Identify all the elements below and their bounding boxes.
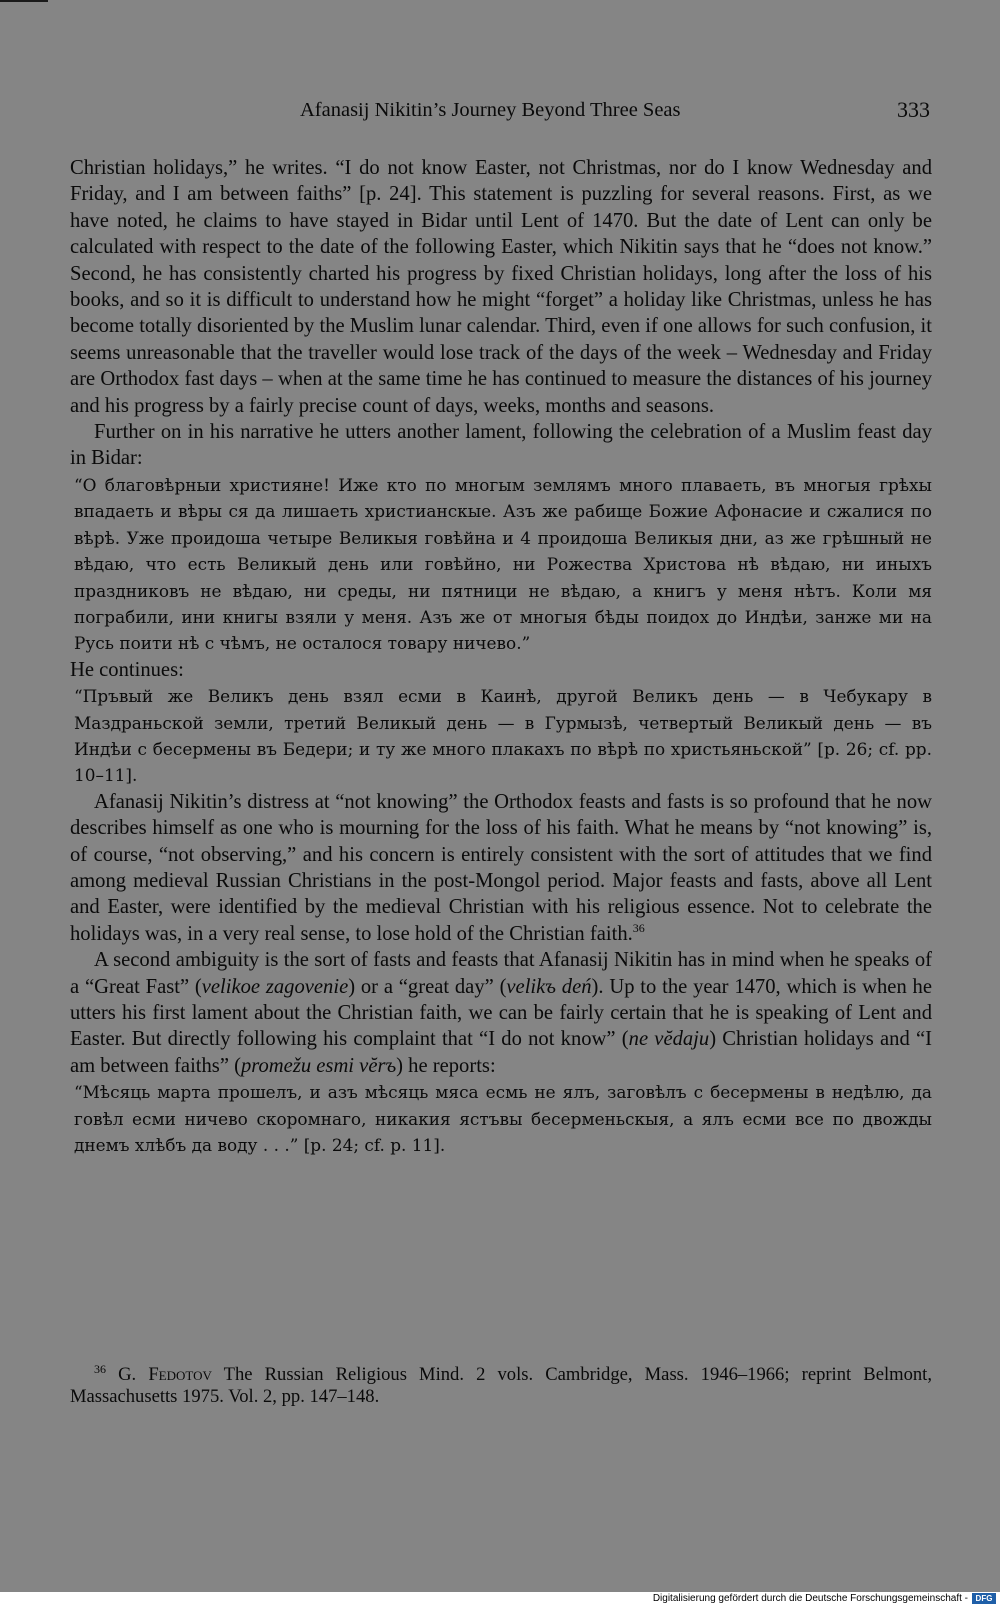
term-promezu-esmi-very: promežu esmi vĕrъ: [240, 1054, 397, 1077]
paragraph-4-text-5: ) he reports:: [396, 1054, 496, 1077]
dfg-logo-icon: DFG: [972, 1593, 996, 1604]
footnote-36: [70, 1361, 932, 1408]
term-ne-vedaju: ne vĕdaju: [628, 1028, 710, 1051]
paragraph-3: [70, 789, 932, 947]
footnote-number: 36: [94, 1361, 106, 1376]
credit-text: Digitalisierung gefördert durch die Deutsche Forschungsgemeinschaft -: [652, 1592, 968, 1604]
footnote: [70, 1361, 932, 1408]
paragraph-4-text-2: ) or a “great day” (: [348, 975, 507, 998]
paragraph-3-text: Afanasij Nikitin’s distress at “not knowing” the Orthodox feasts and fasts is so profound that he now describes himself as one who is mourning for the loss of his faith. What he means by “not knowing” is, of course, “not observing,” and his concern is entirely consistent with the sort of attitudes that we find among medieval Russian Christians in the post-Mongol period. Major feasts and fasts, above all Lent and Easter, were identified by the medieval Christian with his religious essence. Not to celebrate the holidays was, in a very real sense, to lose hold of the Christian faith.: [70, 790, 932, 945]
block-quote-2: “Пръвый же Великъ день взял есми в Каинѣ, другой Великъ день — в Чебукару в Маздраньской земли, третий Великый день — в Гурмызѣ, четвертый Великый день — въ Индѣи с бесермены въ Бедери; и ту же много плакахъ по вѣрѣ по христьяньской” [p. 26; cf. pp. 10–11].: [74, 686, 932, 786]
digitization-credit: [653, 1592, 996, 1604]
paragraph-4-text-1: A second ambiguity is the sort of fasts and feasts that Afanasij Nikitin has in mind when he speaks of a “Great Fast” (: [70, 949, 932, 998]
running-head: [60, 97, 930, 127]
paragraph-4-text-4: ) Christian holidays and “I am between faiths” (: [70, 1028, 932, 1077]
paragraph-1: Christian holidays,” he writes. “I do not know Easter, not Christmas, nor do I know Wednesday and Friday, and I am between faiths” [p. 24]. This statement is puzzling for several reasons. First, as we have noted, he claims to have stayed in Bidar until Lent of 1470. But the date of Lent can only be calculated with respect to the date of the following Easter, which Nikitin says that he “does not know.” Second, he has consistently charted his progress by fixed Christian holidays, long after the loss of his books, and so it is difficult to understand how he might “forget” a holiday like Christmas, unless he has become totally disoriented by the Muslim lunar calendar. Third, even if one allows for such confusion, it seems unreasonable that the traveller would lose track of the days of the week – Wednesday and Friday are Orthodox fast days – when at the same time he has continued to measure the distances of his journey and his progress by a fairly precise count of days, weeks, months and seasons.: [70, 157, 932, 417]
block-quote-3: “Мѣсяць марта прошелъ, и азъ мѣсяць мяса есмь не ялъ, заговѣлъ с бесермены в недѣлю, да говѣл есми ничево скоромнаго, никакия ястъвы бесерменьскыя, а ялъ есми все по двожды днемъ хлѣбъ да воду . . .” [p. 24; cf. p. 11].: [74, 1082, 932, 1156]
paragraph-4: [70, 947, 932, 1079]
term-velikoe-zagovenie: velikoe zagovenie: [201, 975, 349, 998]
he-continues: He continues:: [70, 658, 184, 681]
main-text: [70, 155, 932, 1158]
paragraph-2: Further on in his narrative he utters another lament, following the celebration of a Muslim feast day in Bidar:: [70, 421, 932, 470]
running-title: Afanasij Nikitin’s Journey Beyond Three Seas: [300, 99, 681, 121]
paragraph-4-text-3: ). Up to the year 1470, which is when he utters his first lament about the Christian faith, we can be fairly certain that he is speaking of Lent and Easter. But directly following his complaint that “I do not know” (: [70, 975, 932, 1051]
footnote-text: The Russian Religious Mind. 2 vols. Cambridge, Mass. 1946–1966; reprint Belmont, Massachusetts 1975. Vol. 2, pp. 147–148.: [70, 1364, 932, 1407]
term-veliki-den: velikъ deń: [506, 975, 592, 998]
block-quote-1: “О благовѣрныи християне! Иже кто по многым землямъ много плаваеть, въ многыя грѣхы впадаеть и вѣры ся да лишаеть христианскые. Азъ же рабище Божие Афонасие и сжалися по вѣрѣ. Уже проидоша четыре Великыя говѣйна и 4 проидоша Великыя дни, аз же грѣшный не вѣдаю, что есть Великый день или говѣйно, ни Рожества Христова нѣ вѣдаю, ни иныхъ праздниковъ не вѣдаю, ни среды, ни пятници не вѣдаю, а книгъ у меня нѣтъ. Коли мя пограбили, ини книгы взяли у меня. Азъ же от многыя бѣды поидох до Индѣи, занже ми на Русь поити нѣ с чѣмъ, не осталося товару ничево.”: [74, 474, 932, 654]
footnote-reference: 36: [632, 920, 645, 935]
page-number: 333: [897, 97, 930, 122]
scan-corner-mark: [0, 0, 48, 2]
footnote-author: G. Fedotov: [118, 1364, 212, 1385]
